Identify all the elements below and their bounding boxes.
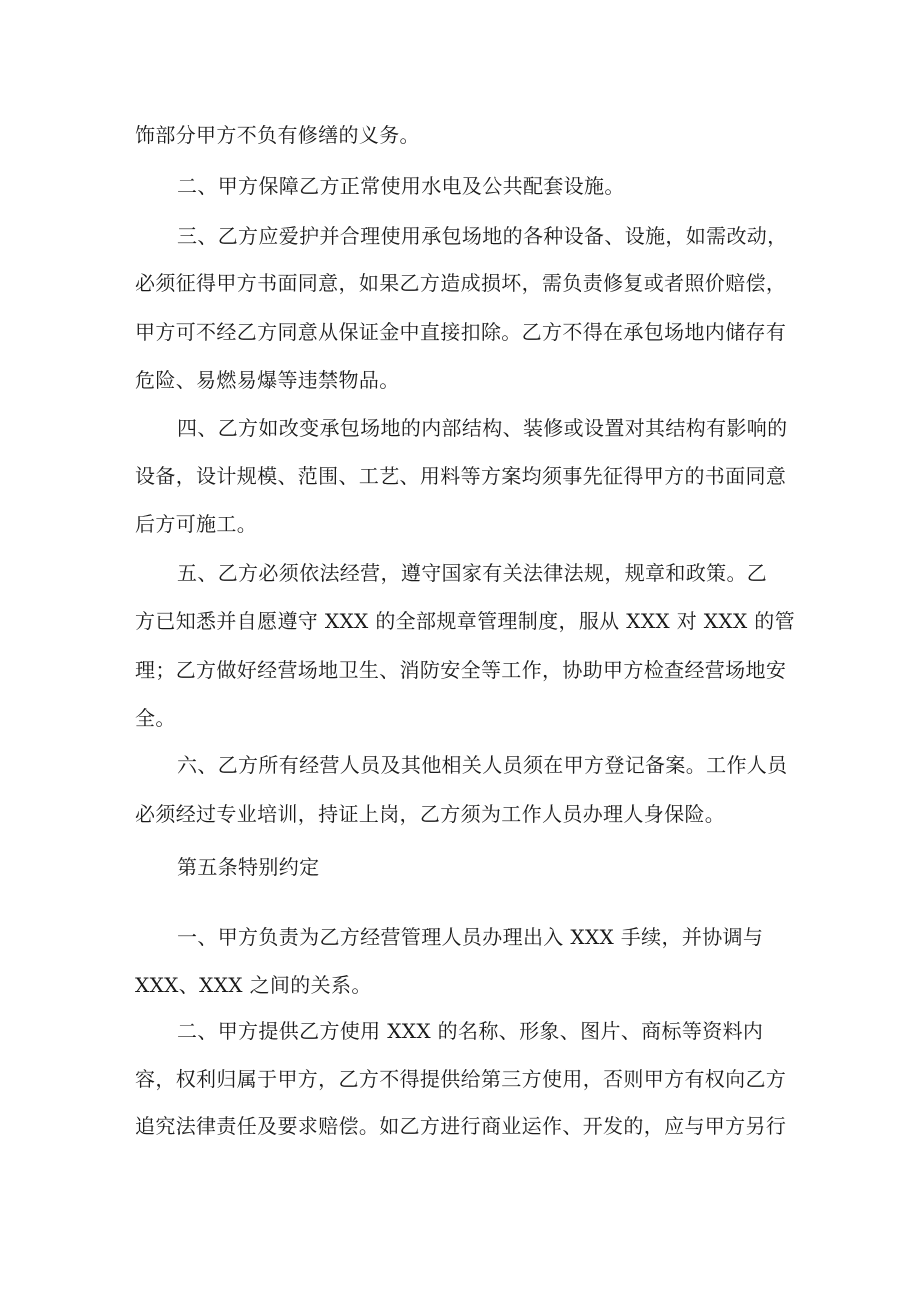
text-line: 必须经过专业培训，持证上岗，乙方须为工作人员办理人身保险。 (135, 802, 726, 826)
text-line: 二、甲方提供乙方使用 XXX 的名称、形象、图片、商标等资料内 (177, 1019, 764, 1043)
text-line: XXX、XXX 之间的关系。 (135, 973, 372, 997)
text-line: 六、乙方所有经营人员及其他相关人员须在甲方登记备案。工作人员 (177, 753, 788, 777)
text-line: 二、甲方保障乙方正常使用水电及公共配套设施。 (177, 174, 625, 198)
text-line: 后方可施工。 (135, 512, 258, 536)
text-line: 容，权利归属于甲方，乙方不得提供给第三方使用，否则甲方有权向乙方 (135, 1067, 787, 1091)
text-line: 危险、易燃易爆等违禁物品。 (135, 368, 400, 392)
text-line: 一、甲方负责为乙方经营管理人员办理出入 XXX 手续，并协调与 (177, 925, 764, 949)
text-line: 理；乙方做好经营场地卫生、消防安全等工作，协助甲方检查经营场地安 (135, 658, 787, 682)
text-line: 必须征得甲方书面同意，如果乙方造成损坏，需负责修复或者照价赔偿， (135, 271, 787, 295)
section-heading: 第五条特别约定 (177, 855, 320, 879)
text-line: 设备，设计规模、范围、工艺、用料等方案均须事先征得甲方的书面同意 (135, 464, 787, 488)
text-line: 饰部分甲方不负有修缮的义务。 (135, 123, 420, 147)
text-line: 方已知悉并自愿遵守 XXX 的全部规章管理制度，服从 XXX 对 XXX 的管 (135, 609, 795, 633)
text-line: 三、乙方应爱护并合理使用承包场地的各种设备、设施，如需改动， (177, 224, 788, 248)
text-line: 全。 (135, 706, 176, 730)
text-line: 甲方可不经乙方同意从保证金中直接扣除。乙方不得在承包场地内储存有 (135, 320, 787, 344)
text-line: 四、乙方如改变承包场地的内部结构、装修或设置对其结构有影响的 (177, 416, 788, 440)
text-line: 五、乙方必须依法经营，遵守国家有关法律法规，规章和政策。乙 (177, 561, 768, 585)
text-line: 追究法律责任及要求赔偿。如乙方进行商业运作、开发的，应与甲方另行 (135, 1114, 787, 1138)
